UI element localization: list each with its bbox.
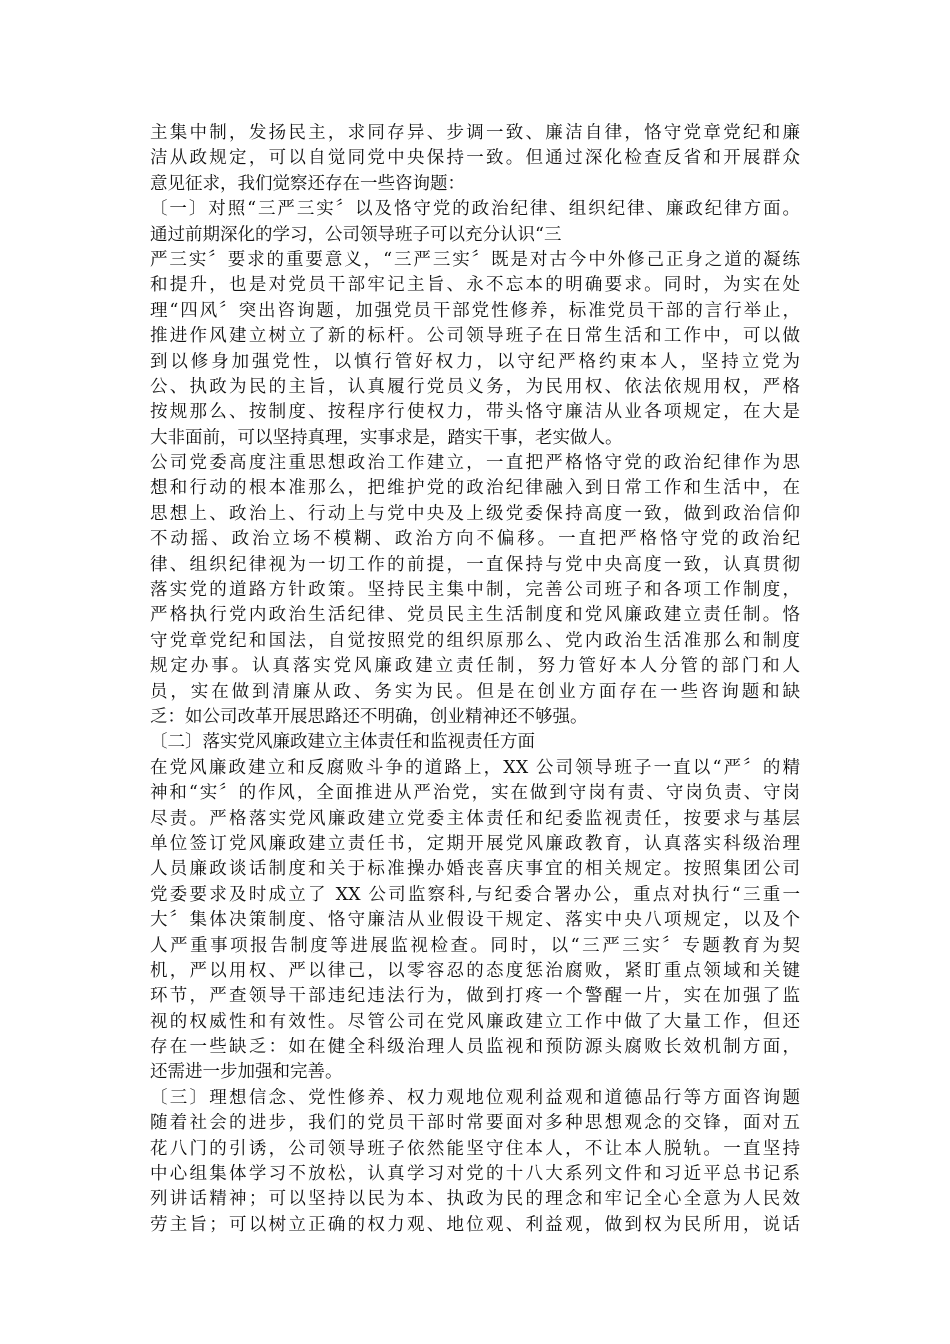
text-line: 〔三〕理想信念、党性修养、权力观地位观利益观和道德品行等方面咨询题 xyxy=(150,1087,800,1108)
text-line: 在党风廉政建立和反腐败斗争的道路上，XX 公司领导班子一直以“严〞的精 xyxy=(150,757,800,778)
text-line: 乏：如公司改革开展思路还不明确，创业精神还不够强。 xyxy=(150,706,588,727)
text-line: 到以修身加强党性，以慎行管好权力，以守纪严格约束本人，坚持立党为 xyxy=(150,351,800,372)
text-line: 存在一些缺乏：如在健全科级治理人员监视和预防源头腐败长效机制方面， xyxy=(150,1037,800,1058)
text-line: 机，严以用权、严以律己，以零容忍的态度惩治腐败，紧盯重点领域和关键 xyxy=(150,960,800,981)
text-line: 不动摇、政治立场不模糊、政治方向不偏移。一直把严格恪守党的政治纪 xyxy=(150,529,800,550)
text-line: 列讲话精神；可以坚持以民为本、执政为民的理念和牢记全心全意为人民效 xyxy=(150,1189,800,1210)
text-line: 和提升，也是对党员干部牢记主旨、永不忘本的明确要求。同时，为实在处 xyxy=(150,275,800,296)
text-line: 劳主旨；可以树立正确的权力观、地位观、利益观，做到权为民所用，说话 xyxy=(150,1214,800,1235)
text-line: 随着社会的进步，我们的党员干部时常要面对多种思想观念的交锋，面对五 xyxy=(150,1113,800,1134)
text-line: 神和“实〞的作风，全面推进从严治党，实在做到守岗有责、守岗负责、守岗 xyxy=(150,783,800,804)
text-line: 大非面前，可以坚持真理，实事求是，踏实干事，老实做人。 xyxy=(150,427,623,448)
text-line: 规定办事。认真落实党风廉政建立责任制，努力管好本人分管的部门和人 xyxy=(150,656,800,677)
text-line: 花八门的引诱，公司领导班子依然能坚守住本人，不让本人脱轨。一直坚持 xyxy=(150,1138,800,1159)
text-line: 员，实在做到清廉从政、务实为民。但是在创业方面存在一些咨询题和缺 xyxy=(150,681,800,702)
text-line: 理“四风〞突出咨询题，加强党员干部党性修养，标准党员干部的言行举止， xyxy=(150,300,800,321)
text-line: 视的权威性和有效性。尽管公司在党风廉政建立工作中做了大量工作，但还 xyxy=(150,1011,800,1032)
text-line: 主集中制，发扬民主，求同存异、步调一致、廉洁自律，恪守党章党纪和廉 xyxy=(150,123,800,143)
text-line: 按规那么、按制度、按程序行使权力，带头恪守廉洁从业各项规定，在大是 xyxy=(150,402,800,423)
text-line: 严格执行党内政治生活纪律、党员民主生活制度和党风廉政建立责任制。恪 xyxy=(150,605,800,626)
text-line: 落实党的道路方针政策。坚持民主集中制，完善公司班子和各项工作制度， xyxy=(150,580,800,601)
text-line: 中心组集体学习不放松，认真学习对党的十八大系列文件和习近平总书记系 xyxy=(150,1164,800,1185)
text-line: 〔二〕落实党风廉政建立主体责任和监视责任方面 xyxy=(150,732,535,753)
text-line: 党委要求及时成立了 XX 公司监察科,与纪委合署办公，重点对执行“三重一 xyxy=(150,884,800,905)
text-line: 公司党委高度注重思想政治工作建立，一直把严格恪守党的政治纪律作为思 xyxy=(150,453,800,474)
text-line: 公、执政为民的主旨，认真履行党员义务，为民用权、依法依规用权，严格 xyxy=(150,376,800,397)
text-line: 还需进一步加强和完善。 xyxy=(150,1062,343,1083)
text-line: 人严重事项报告制度等进展监视检查。同时，以“三严三实〞专题教育为契 xyxy=(150,935,800,956)
text-line: 想和行动的根本准那么，把维护党的政治纪律融入到日常工作和生活中，在 xyxy=(150,478,800,499)
text-line: 守党章党纪和国法，自觉按照党的组织原那么、党内政治生活准那么和制度 xyxy=(150,630,800,651)
text-line: 思想上、政治上、行动上与党中央及上级党委保持高度一致，做到政治信仰 xyxy=(150,503,800,524)
text-line: 律、组织纪律视为一切工作的前提，一直保持与党中央高度一致，认真贯彻 xyxy=(150,554,800,575)
text-line: 洁从政规定，可以自觉同党中央保持一致。但通过深化检查反省和开展群众 xyxy=(150,148,800,169)
text-line: 推进作风建立树立了新的标杆。公司领导班子在日常生活和工作中，可以做 xyxy=(150,326,800,347)
text-line: 意见征求，我们觉察还存在一些咨询题： xyxy=(150,173,465,194)
text-line: 大〞集体决策制度、恪守廉洁从业假设干规定、落实中央八项规定，以及个 xyxy=(150,910,800,931)
document-page xyxy=(150,121,800,1238)
text-line: 尽责。严格落实党风廉政建立党委主体责任和纪委监视责任，按要求与基层 xyxy=(150,808,800,829)
text-line: 〔一〕对照“三严三实〞以及恪守党的政治纪律、组织纪律、廉政纪律方面。 xyxy=(150,199,800,220)
text-line: 单位签订党风廉政建立责任书，定期开展党风廉政教育，认真落实科级治理 xyxy=(150,833,800,854)
text-line: 严三实〞要求的重要意义，“三严三实〞既是对古今中外修己正身之道的凝练 xyxy=(150,249,800,270)
text-line: 通过前期深化的学习，公司领导班子可以充分认识“三 xyxy=(150,224,562,245)
text-line: 人员廉政谈话制度和关于标准操办婚丧喜庆事宜的相关规定。按照集团公司 xyxy=(150,859,800,880)
text-line: 环节，严查领导干部违纪违法行为，做到打疼一个警醒一片，实在加强了监 xyxy=(150,986,800,1007)
